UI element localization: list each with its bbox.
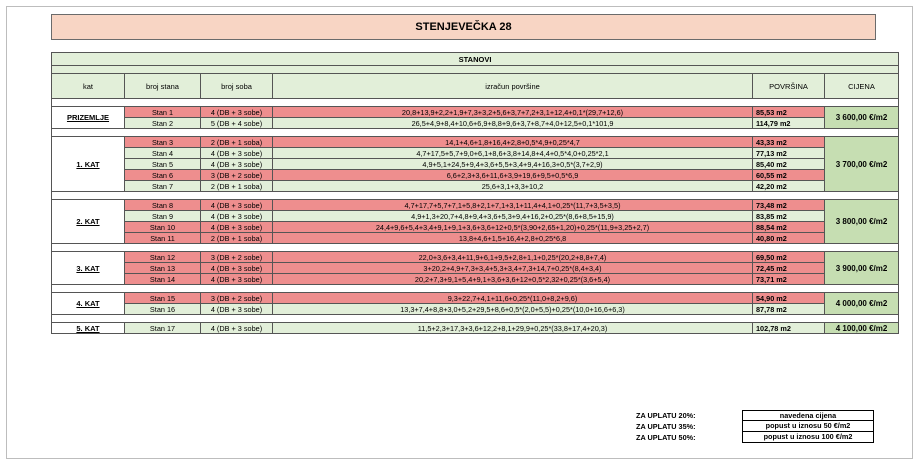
group-spacer	[52, 244, 899, 252]
page-title: STENJEVEČKA 28	[51, 14, 876, 40]
apartment-number: Stan 1	[125, 107, 201, 118]
group-spacer	[52, 129, 899, 137]
apartment-row	[52, 107, 899, 118]
room-count: 4 (DB + 3 sobe)	[201, 263, 273, 274]
apartment-number: Stan 6	[125, 170, 201, 181]
apartments-table	[51, 52, 899, 334]
room-count: 4 (DB + 3 sobe)	[201, 211, 273, 222]
apartment-row	[52, 252, 899, 263]
area-value: 88,54 m2	[753, 222, 825, 233]
area-calculation: 26,5+4,9+8,4+10,6+6,9+8,8+9,6+3,7+8,7+4,0+12,5+0,1*101,9	[273, 118, 753, 129]
area-value: 43,33 m2	[753, 137, 825, 148]
apartment-number: Stan 12	[125, 252, 201, 263]
apartment-row	[52, 263, 899, 274]
room-count: 2 (DB + 1 soba)	[201, 233, 273, 244]
band-spacer	[52, 66, 899, 74]
area-calculation: 22,0+3,6+3,4+11,9+6,1+9,5+2,8+1,1+0,25*(20,2+8,8+7,4)	[273, 252, 753, 263]
apartment-number: Stan 4	[125, 148, 201, 159]
area-value: 85,53 m2	[753, 107, 825, 118]
area-calculation: 9,3+22,7+4,1+11,6+0,25*(11,0+8,2+9,6)	[273, 293, 753, 304]
room-count: 4 (DB + 3 sobe)	[201, 159, 273, 170]
room-count: 4 (DB + 3 sobe)	[201, 107, 273, 118]
area-calculation: 4,7+17,7+5,7+7,1+5,8+2,1+7,1+3,1+11,4+4,1+0,25*(11,7+3,5+3,5)	[273, 200, 753, 211]
area-calculation: 24,4+9,6+5,4+3,4+9,1+9,1+3,6+3,6+12+0,5*(3,90+2,65+1,20)+0,25*(11,9+3,25+2,7)	[273, 222, 753, 233]
room-count: 3 (DB + 2 sobe)	[201, 170, 273, 181]
area-value: 102,78 m2	[753, 323, 825, 334]
group-spacer	[52, 285, 899, 293]
room-count: 4 (DB + 3 sobe)	[201, 200, 273, 211]
apartment-number: Stan 10	[125, 222, 201, 233]
area-calculation: 11,5+2,3+17,3+3,6+12,2+8,1+29,9+0,25*(33,8+17,4+20,3)	[273, 323, 753, 334]
area-value: 83,85 m2	[753, 211, 825, 222]
apartment-number: Stan 3	[125, 137, 201, 148]
area-calculation: 13,3+7,4+8,8+3,0+5,2+29,5+8,6+0,5*(2,0+5,5)+0,25*(10,0+16,6+6,3)	[273, 304, 753, 315]
room-count: 4 (DB + 3 sobe)	[201, 304, 273, 315]
room-count: 4 (DB + 3 sobe)	[201, 274, 273, 285]
area-value: 60,55 m2	[753, 170, 825, 181]
payment-label: ZA UPLATU 35%:	[636, 422, 696, 431]
room-count: 4 (DB + 3 sobe)	[201, 148, 273, 159]
area-calculation: 20,8+13,9+2,2+1,9+7,3+3,2+5,6+3,7+7,2+3,1+12,4+0,1*(29,7+12,6)	[273, 107, 753, 118]
apartment-number: Stan 11	[125, 233, 201, 244]
payment-label: ZA UPLATU 20%:	[636, 411, 696, 420]
payment-value: navedena cijena	[742, 410, 874, 421]
area-value: 54,90 m2	[753, 293, 825, 304]
area-value: 73,71 m2	[753, 274, 825, 285]
floor-label: 2. KAT	[52, 200, 125, 244]
room-count: 2 (DB + 1 soba)	[201, 137, 273, 148]
area-calculation: 6,6+2,3+3,6+11,6+3,9+19,6+9,5+0,5*6,9	[273, 170, 753, 181]
area-calculation: 14,1+4,6+1,8+16,4+2,8+0,5*4,9+0,25*4,7	[273, 137, 753, 148]
area-calculation: 4,7+17,5+5,7+9,0+6,1+8,6+3,8+14,8+4,4+0,5*4,0+0,25*2,1	[273, 148, 753, 159]
area-value: 77,13 m2	[753, 148, 825, 159]
header-povrsina: POVRŠINA	[753, 74, 825, 99]
apartment-row	[52, 211, 899, 222]
apartment-number: Stan 8	[125, 200, 201, 211]
price-per-m2: 3 600,00 €/m2	[825, 107, 899, 129]
group-spacer	[52, 192, 899, 200]
group-spacer	[52, 315, 899, 323]
area-value: 85,40 m2	[753, 159, 825, 170]
area-calculation: 4,9+1,3+20,7+4,8+9,4+3,6+5,3+9,4+16,2+0,25*(8,6+8,5+15,9)	[273, 211, 753, 222]
apartment-number: Stan 13	[125, 263, 201, 274]
apartment-row	[52, 170, 899, 181]
apartment-row	[52, 222, 899, 233]
room-count: 5 (DB + 4 sobe)	[201, 118, 273, 129]
apartment-number: Stan 9	[125, 211, 201, 222]
apartment-number: Stan 15	[125, 293, 201, 304]
apartment-number: Stan 5	[125, 159, 201, 170]
area-value: 72,45 m2	[753, 263, 825, 274]
floor-label: 3. KAT	[52, 252, 125, 285]
apartment-row	[52, 181, 899, 192]
payment-label: ZA UPLATU 50%:	[636, 433, 696, 442]
apartment-row	[52, 293, 899, 304]
area-value: 40,80 m2	[753, 233, 825, 244]
apartments-table-body	[52, 53, 899, 334]
apartment-row	[52, 118, 899, 129]
apartment-row	[52, 304, 899, 315]
apartment-number: Stan 14	[125, 274, 201, 285]
room-count: 3 (DB + 2 sobe)	[201, 293, 273, 304]
payment-value: popust u iznosu 100 €/m2	[742, 432, 874, 443]
area-calculation: 20,2+7,3+9,1+5,4+9,1+3,6+3,6+12+0,5*2,32+0,25*(3,6+5,4)	[273, 274, 753, 285]
price-per-m2: 3 800,00 €/m2	[825, 200, 899, 244]
floor-label: 5. KAT	[52, 323, 125, 334]
area-calculation: 13,8+4,6+1,5+16,4+2,8+0,25*6,8	[273, 233, 753, 244]
room-count: 2 (DB + 1 soba)	[201, 181, 273, 192]
area-calculation: 3+20,2+4,9+7,3+3,4+5,3+3,4+7,3+14,7+0,25*(8,4+3,4)	[273, 263, 753, 274]
apartment-row	[52, 200, 899, 211]
area-calculation: 25,6+3,1+3,3+10,2	[273, 181, 753, 192]
apartment-number: Stan 2	[125, 118, 201, 129]
room-count: 4 (DB + 3 sobe)	[201, 222, 273, 233]
section-title: STANOVI	[52, 53, 899, 66]
payment-value: popust u iznosu 50 €/m2	[742, 421, 874, 432]
price-per-m2: 4 000,00 €/m2	[825, 293, 899, 315]
area-value: 69,50 m2	[753, 252, 825, 263]
header-cijena: CIJENA	[825, 74, 899, 99]
apartment-row	[52, 137, 899, 148]
area-value: 42,20 m2	[753, 181, 825, 192]
apartment-number: Stan 7	[125, 181, 201, 192]
group-spacer	[52, 99, 899, 107]
apartment-row	[52, 233, 899, 244]
price-per-m2: 3 700,00 €/m2	[825, 137, 899, 192]
price-per-m2: 4 100,00 €/m2	[825, 323, 899, 334]
header-broj-stana: broj stana	[125, 74, 201, 99]
area-calculation: 4,9+5,1+24,5+9,4+3,6+5,5+3,4+9,4+16,3+0,5*(3,7+2,9)	[273, 159, 753, 170]
floor-label: PRIZEMLJE	[52, 107, 125, 129]
area-value: 73,48 m2	[753, 200, 825, 211]
header-kat: kat	[52, 74, 125, 99]
area-value: 114,79 m2	[753, 118, 825, 129]
area-value: 87,78 m2	[753, 304, 825, 315]
floor-label: 1. KAT	[52, 137, 125, 192]
apartment-number: Stan 16	[125, 304, 201, 315]
apartment-row	[52, 274, 899, 285]
header-izracun: izračun površine	[273, 74, 753, 99]
price-per-m2: 3 900,00 €/m2	[825, 252, 899, 285]
floor-label: 4. KAT	[52, 293, 125, 315]
apartment-row	[52, 159, 899, 170]
room-count: 3 (DB + 2 sobe)	[201, 252, 273, 263]
room-count: 4 (DB + 3 sobe)	[201, 323, 273, 334]
header-broj-soba: broj soba	[201, 74, 273, 99]
apartment-row	[52, 148, 899, 159]
apartment-row	[52, 323, 899, 334]
apartment-number: Stan 17	[125, 323, 201, 334]
